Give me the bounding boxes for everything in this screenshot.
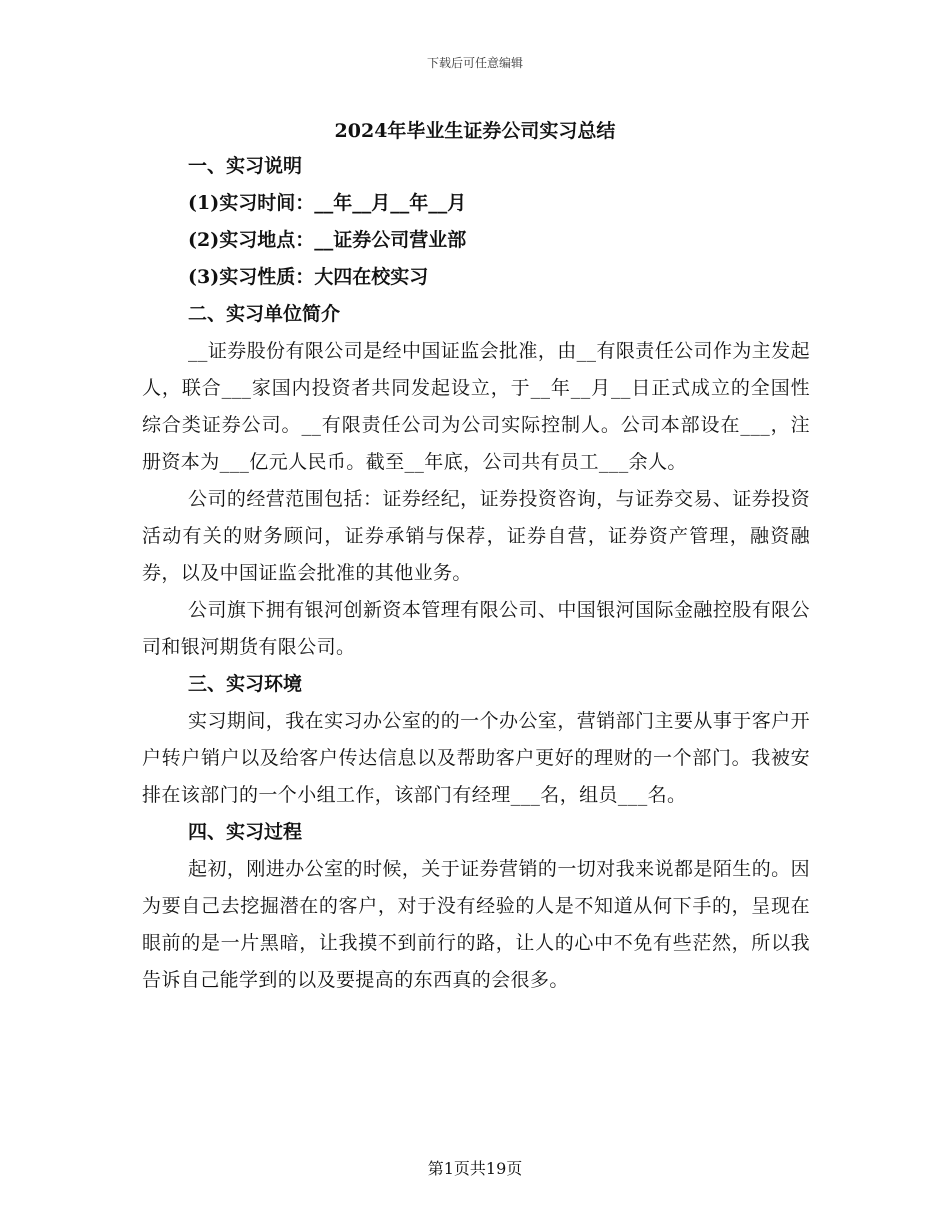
internship-time: (1)实习时间：__年__月__年__月 [188,192,467,214]
process-paragraph: 起初，刚进办公室的时候，关于证券营销的一切对我来说都是陌生的。因为要自己去挖掘潜在的客户，对于没有经验的人是不知道从何下手的，呈现在眼前的是一片黑暗，让我摸不到前行的路，让人的心中不免有些茫然，所以我告诉自己能学到的以及要提高的东西真的会很多。 [142,858,810,991]
document-title: 2024年毕业生证券公司实习总结 [334,120,616,142]
company-intro-paragraph: __证券股份有限公司是经中国证监会批准，由__有限责任公司作为主发起人，联合___家国内投资者共同发起设立，于__年__月__日正式成立的全国性综合类证券公司。__有限责任公司为公司实际控制人。公司本部设在___，注册资本为___亿元人民币。截至__年底，公司共有员工___余人。 [142,340,810,473]
page-footer: 第1页共19页 [427,1159,523,1178]
business-scope-paragraph: 公司的经营范围包括：证券经纪，证券投资咨询，与证券交易、证券投资活动有关的财务顾问，证券承销与保荐，证券自营，证券资产管理，融资融券，以及中国证监会批准的其他业务。 [142,488,810,584]
document-body [142,148,810,999]
environment-paragraph: 实习期间，我在实习办公室的的一个办公室，营销部门主要从事于客户开户转户销户以及给客户传达信息以及帮助客户更好的理财的一个部门。我被安排在该部门的一个小组工作，该部门有经理___名，组员___名。 [142,710,810,806]
section-heading-2: 二、实习单位简介 [188,303,341,325]
section-heading-3: 三、实习环境 [188,673,303,695]
section-heading-4: 四、实习过程 [188,821,303,843]
internship-nature: (3)实习性质：大四在校实习 [188,266,429,288]
header-note: 下载后可任意编辑 [426,56,523,70]
internship-location: (2)实习地点：__证券公司营业部 [188,229,467,251]
subsidiaries-paragraph: 公司旗下拥有银河创新资本管理有限公司、中国银河国际金融控股有限公司和银河期货有限公司。 [142,599,810,658]
section-heading-1: 一、实习说明 [188,155,303,177]
